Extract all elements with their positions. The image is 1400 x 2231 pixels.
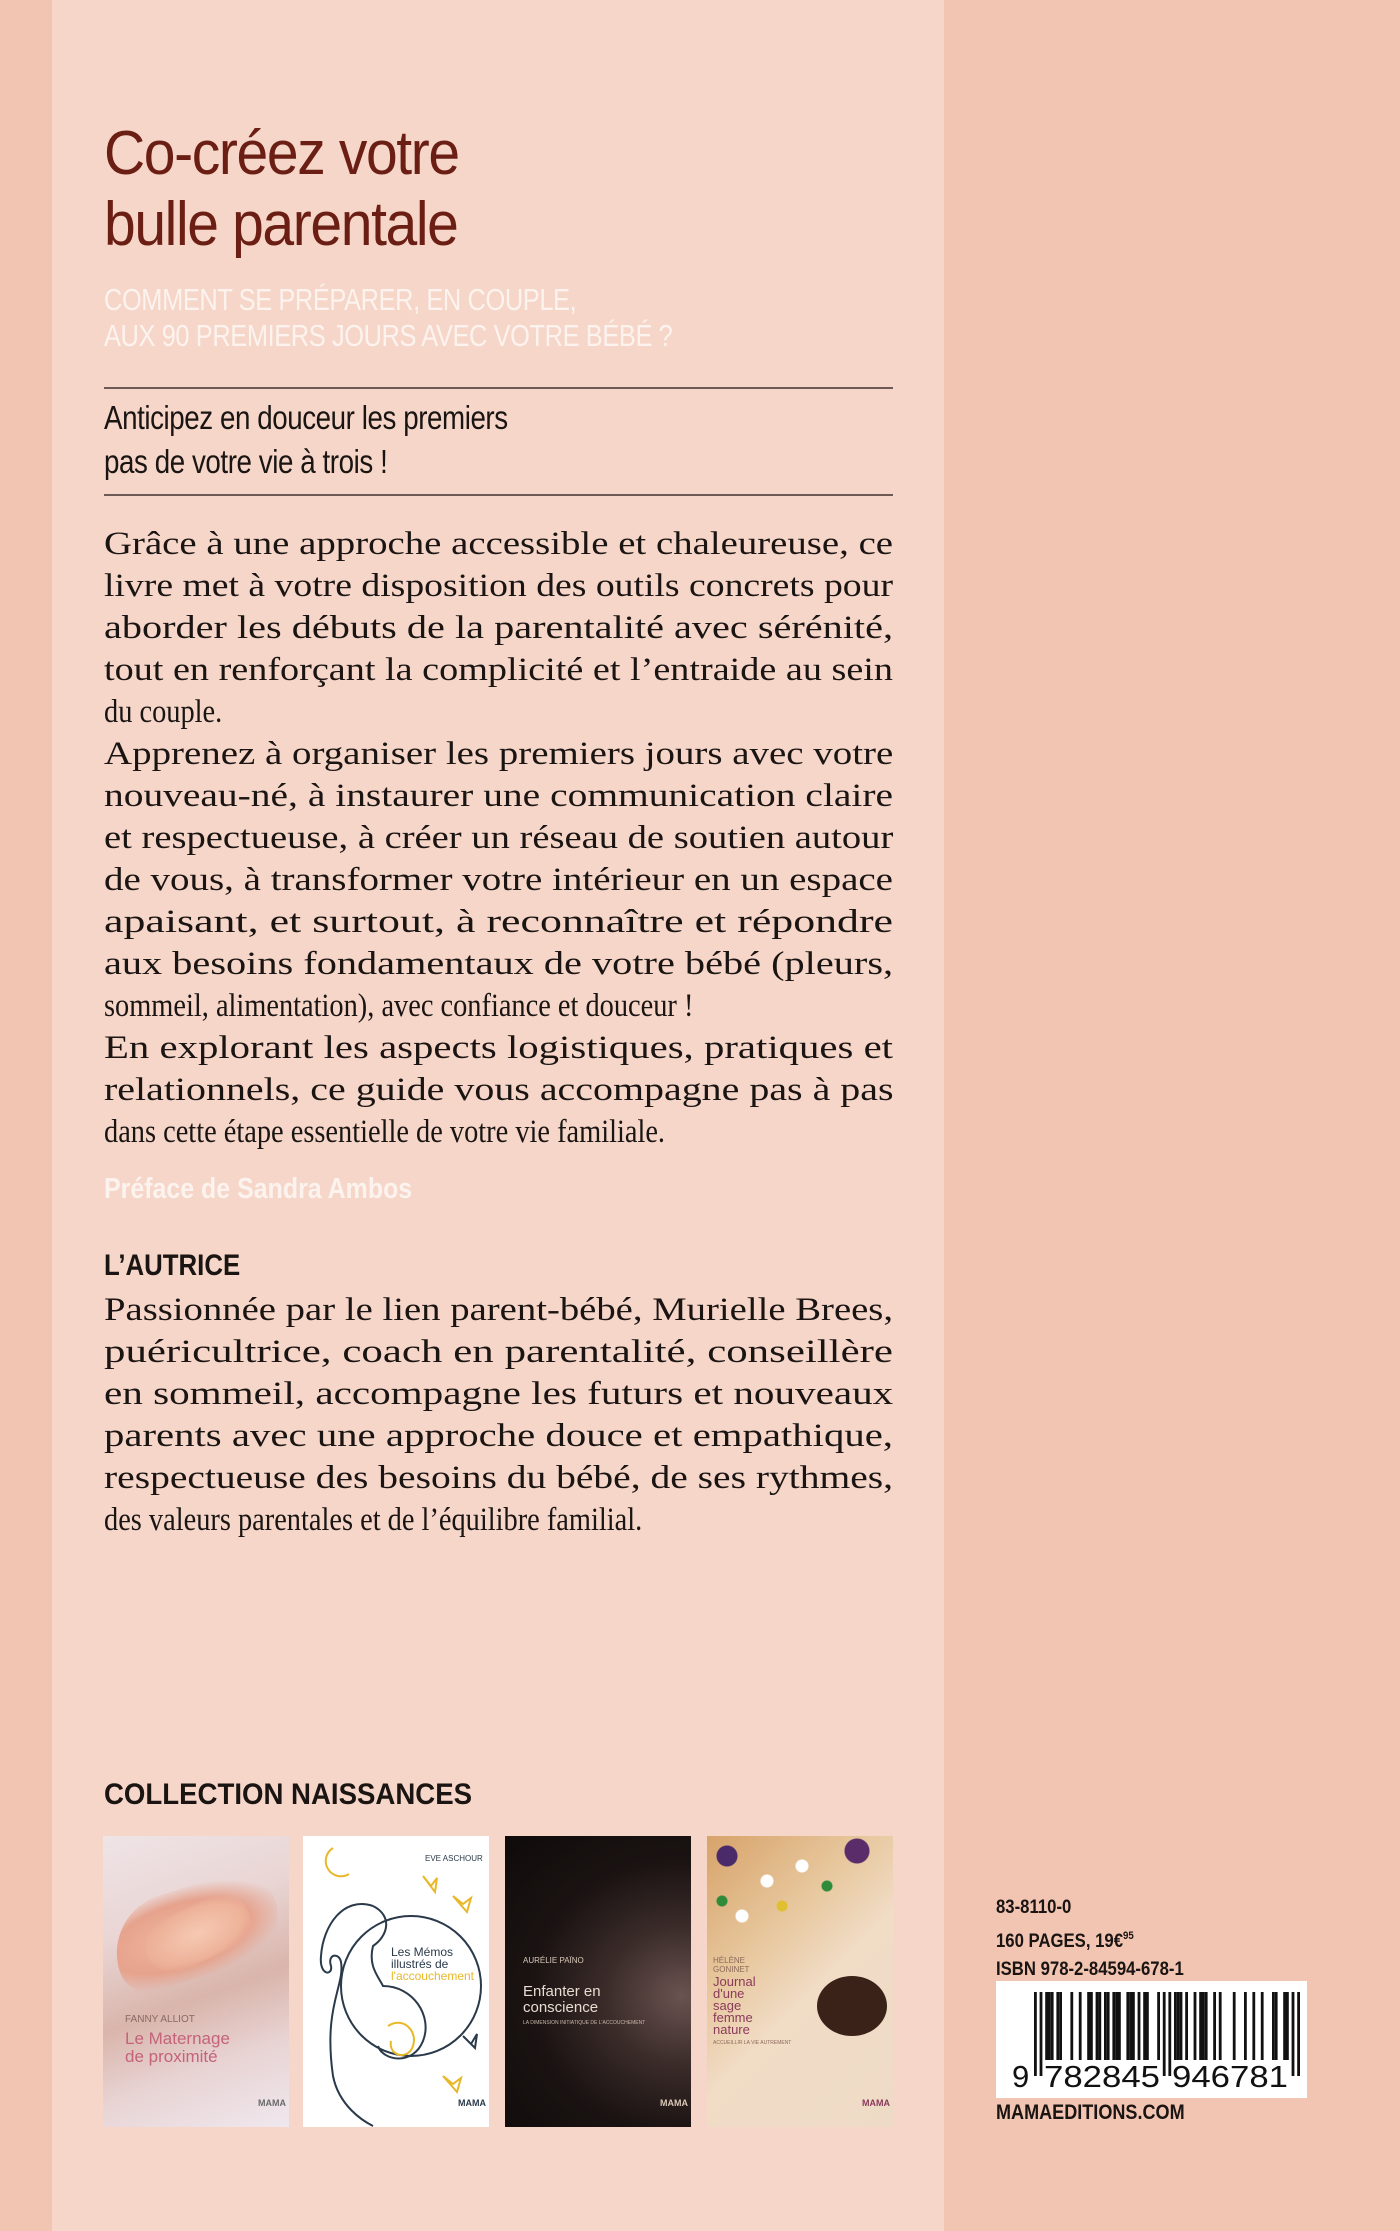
book-title-text [125, 2030, 230, 2066]
tagline [104, 396, 508, 484]
book-metadata [996, 1894, 1184, 1984]
book-title-text [523, 1984, 601, 2016]
tagline-line: pas de votre vie à trois ! [104, 443, 388, 480]
svg-text:946781: 946781 [1172, 2059, 1288, 2094]
price-cents: 95 [1123, 1930, 1134, 1942]
book-title-line: Le Maternage [125, 2029, 230, 2048]
text-line: aux besoins fondamentaux de votre bébé (pleurs, [104, 946, 894, 982]
text-line: dans cette étape essentielle de votre vie familiale. [104, 1114, 666, 1150]
text-line: respectueuse des besoins du bébé, de ses rythmes, [104, 1460, 894, 1496]
book-title-line: d'une [713, 1986, 745, 2001]
book-subtitle: LA DIMENSION INITIATIQUE DE L'ACCOUCHEMENT [523, 2020, 646, 2026]
book-title-line: de proximité [125, 2047, 218, 2066]
book-title-line: femme [713, 2010, 753, 2025]
pages-price [996, 1922, 1184, 1956]
title-line: bulle parentale [104, 190, 458, 259]
text-line: En explorant les aspects logistiques, pratiques et [104, 1030, 893, 1066]
tagline-line: Anticipez en douceur les premiers [104, 399, 508, 436]
isbn: ISBN 978-2-84594-678-1 [996, 1959, 1184, 1980]
book-cover-le-maternage-de-proximite[interactable] [103, 1836, 289, 2127]
divider-top [104, 387, 893, 389]
book-title-line: nature [713, 2022, 750, 2037]
text-line: parents avec une approche douce et empathique, [104, 1418, 893, 1454]
text-line: apaisant, et surtout, à reconnaître et répondre [104, 904, 894, 940]
text-line: et respectueuse, à créer un réseau de soutien autour [104, 820, 894, 856]
text-line: tout en renforçant la complicité et l’entraide au sein [104, 652, 894, 688]
author-bio [104, 1289, 893, 1541]
text-line: relationnels, ce guide vous accompagne pas à pas [104, 1072, 894, 1108]
book-author: EVE ASCHOUR [425, 1854, 483, 1863]
text-line: Apprenez à organiser les premiers jours avec votre [104, 736, 894, 772]
divider-bottom [104, 494, 893, 496]
title-line: Co-créez votre [104, 119, 459, 188]
book-title [104, 118, 459, 260]
text-line: du couple. [104, 694, 223, 730]
book-title-text [391, 1946, 474, 1982]
book-title-line: sage [713, 1998, 742, 2013]
svg-text:782845: 782845 [1044, 2059, 1160, 2094]
book-title-line: illustrés de [391, 1957, 449, 1971]
text-line: sommeil, alimentation), avec confiance et douceur ! [104, 988, 694, 1024]
text-line: aborder les débuts de la parentalité avec sérénité, [104, 610, 894, 646]
publisher-logo: MAMA [258, 2098, 286, 2108]
subtitle-line: AUX 90 PREMIERS JOURS AVEC VOTRE BÉBÉ ? [104, 318, 673, 353]
book-subtitle: ACCUEILLIR LA VIE AUTREMENT [713, 2040, 792, 2046]
book-title-line: conscience [523, 1999, 599, 2016]
preface-credit: Préface de Sandra Ambos [104, 1173, 413, 1205]
text-line: nouveau-né, à instaurer une communication claire [104, 778, 894, 814]
book-description [104, 523, 893, 1153]
book-author: FANNY ALLIOT [125, 2014, 195, 2025]
book-cover-journal-sage-femme[interactable] [707, 1836, 893, 2127]
book-cover-enfanter-en-conscience[interactable] [505, 1836, 691, 2127]
book-author: AURÉLIE PAÏNO [523, 1956, 584, 1965]
text-line: en sommeil, accompagne les futurs et nouveaux [104, 1376, 894, 1412]
book-title-line: Les Mémos [391, 1945, 454, 1959]
book-title-line: Journal [713, 1974, 756, 1989]
text-line: Grâce à une approche accessible et chaleureuse, ce [104, 526, 894, 562]
pages-price-text: 160 PAGES, 19€ [996, 1931, 1124, 1952]
book-cover-les-memos-illustres[interactable] [303, 1836, 489, 2127]
publisher-logo: MAMA [458, 2098, 486, 2108]
barcode [996, 1981, 1307, 2098]
book-author: HÉLÈNE GONINET [713, 1956, 750, 1974]
publisher-logo: MAMA [862, 2098, 890, 2108]
text-line: des valeurs parentales et de l’équilibre familial. [104, 1502, 643, 1538]
publisher-website: MAMAEDITIONS.COM [996, 2101, 1185, 2124]
svg-text:9: 9 [1012, 2059, 1030, 2094]
text-line: puéricultrice, coach en parentalité, conseillère [104, 1334, 893, 1370]
book-title-text [713, 1976, 756, 2036]
book-title-line: l'accouchement [391, 1969, 475, 1983]
text-line: Passionnée par le lien parent-bébé, Murielle Brees, [104, 1292, 894, 1328]
book-title-line: Enfanter en [523, 1983, 601, 2000]
barcode-icon [996, 1981, 1307, 2098]
floral-pattern [707, 1836, 893, 1946]
reference-code: 83-8110-0 [996, 1897, 1072, 1918]
subtitle-line: COMMENT SE PRÉPARER, EN COUPLE, [104, 282, 577, 317]
author-heading: L’AUTRICE [104, 1249, 241, 1282]
child-hair-illustration [817, 1976, 887, 2036]
text-line: livre met à votre disposition des outils concrets pour [104, 568, 894, 604]
text-line: de vous, à transformer votre intérieur en un espace [104, 862, 893, 898]
publisher-logo: MAMA [660, 2098, 688, 2108]
book-subtitle [104, 282, 672, 354]
collection-heading: COLLECTION NAISSANCES [104, 1778, 473, 1811]
